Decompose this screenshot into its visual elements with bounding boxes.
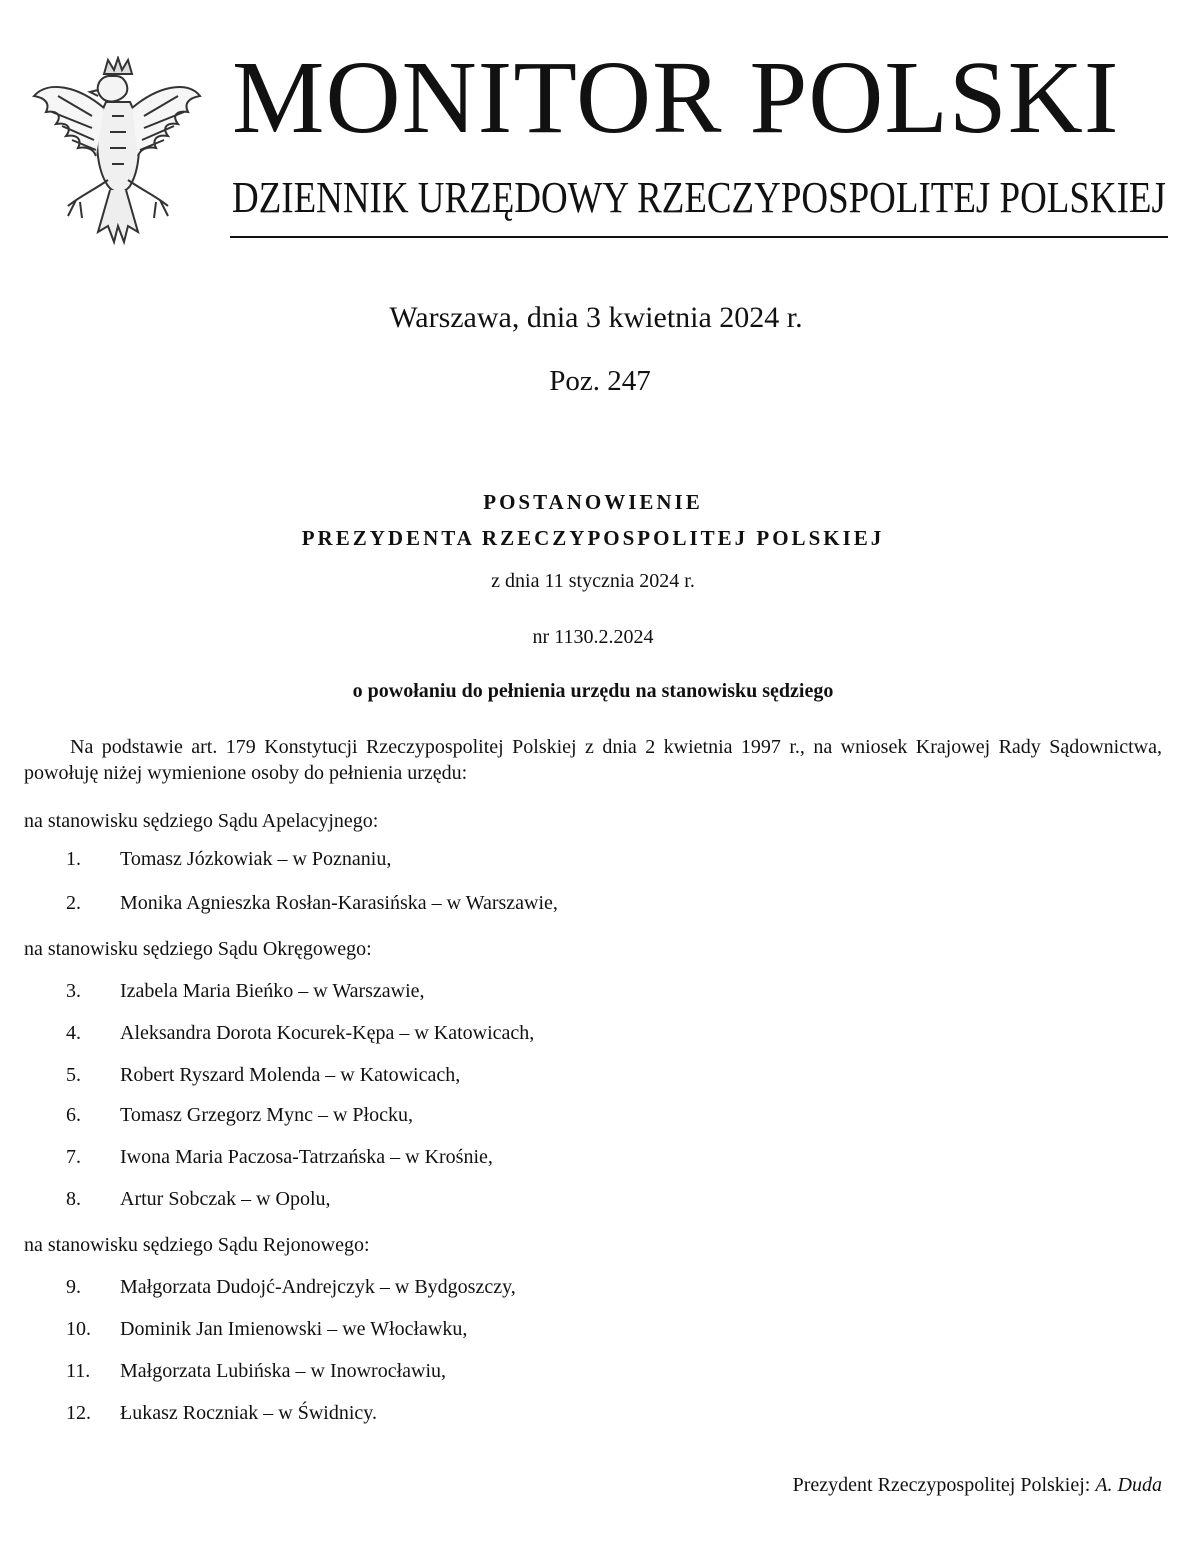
signature-name: A. Duda — [1095, 1474, 1162, 1496]
list-item-text: Izabela Maria Bieńko – w Warszawie, — [120, 980, 425, 1002]
white-eagle-emblem-icon — [28, 56, 204, 246]
list-item-text: Małgorzata Lubińska – w Inowrocławiu, — [120, 1360, 447, 1382]
list-item-number: 6. — [66, 1104, 81, 1126]
list-item-text: Małgorzata Dudojć-Andrejczyk – w Bydgoszczy, — [120, 1276, 516, 1298]
list-item-number: 8. — [66, 1188, 81, 1210]
section-heading-district-court: na stanowisku sędziego Sądu Rejonowego: — [24, 1234, 370, 1256]
list-item-number: 2. — [66, 892, 81, 914]
document-issuer: PREZYDENTA RZECZYPOSPOLITEJ POLSKIEJ — [301, 526, 885, 550]
section-heading-regional-court: na stanowisku sędziego Sądu Okręgowego: — [24, 938, 372, 960]
list-item-number: 12. — [66, 1402, 91, 1424]
list-item-number: 4. — [66, 1022, 81, 1044]
list-item-text: Aleksandra Dorota Kocurek-Kępa – w Katowicach, — [120, 1022, 535, 1044]
list-item-text: Artur Sobczak – w Opolu, — [120, 1188, 331, 1210]
document-type: POSTANOWIENIE — [483, 490, 703, 514]
list-item-number: 1. — [66, 848, 81, 870]
list-item-text: Tomasz Grzegorz Mync – w Płocku, — [120, 1104, 413, 1126]
document-date: z dnia 11 stycznia 2024 r. — [491, 570, 695, 592]
signature-block — [793, 1472, 1162, 1498]
list-item-text: Tomasz Józkowiak – w Poznaniu, — [120, 848, 392, 870]
list-item-number: 10. — [66, 1318, 91, 1340]
masthead-title: MONITOR POLSKI — [232, 40, 1120, 155]
list-item-number: 5. — [66, 1064, 81, 1086]
list-item-text: Robert Ryszard Molenda – w Katowicach, — [120, 1064, 461, 1086]
list-item-number: 9. — [66, 1276, 81, 1298]
list-item-text: Łukasz Roczniak – w Świdnicy. — [120, 1402, 377, 1424]
document-intro: Na podstawie art. 179 Konstytucji Rzeczypospolitej Polskiej z dnia 2 kwietnia 1997 r., na wniosek Krajowej Rady Sądownictwa, powołuję niżej wymienione osoby do pełnienia urzędu: — [24, 736, 1162, 784]
document-number: nr 1130.2.2024 — [532, 626, 654, 648]
masthead-subtitle: DZIENNIK URZĘDOWY RZECZYPOSPOLITEJ POLSKIEJ — [232, 173, 1166, 222]
list-item-number: 7. — [66, 1146, 81, 1168]
list-item-text: Iwona Maria Paczosa-Tatrzańska – w Krośnie, — [120, 1146, 493, 1168]
publication-date-text: Warszawa, dnia 3 kwietnia 2024 r. — [389, 301, 803, 334]
list-item-number: 11. — [66, 1360, 91, 1382]
signature-label: Prezydent Rzeczypospolitej Polskiej: — [792, 1474, 1091, 1496]
section-heading-appeal-court: na stanowisku sędziego Sądu Apelacyjnego: — [24, 810, 379, 832]
list-item-number: 3. — [66, 980, 81, 1002]
list-item-text: Monika Agnieszka Rosłan-Karasińska – w Warszawie, — [120, 892, 558, 914]
publication-position: Poz. 247 — [549, 365, 651, 397]
list-item-text: Dominik Jan Imienowski – we Włocławku, — [120, 1318, 468, 1340]
document-subject: o powołaniu do pełnienia urzędu na stanowisku sędziego — [352, 680, 834, 702]
masthead-divider — [230, 236, 1168, 238]
publication-date — [0, 298, 1200, 338]
